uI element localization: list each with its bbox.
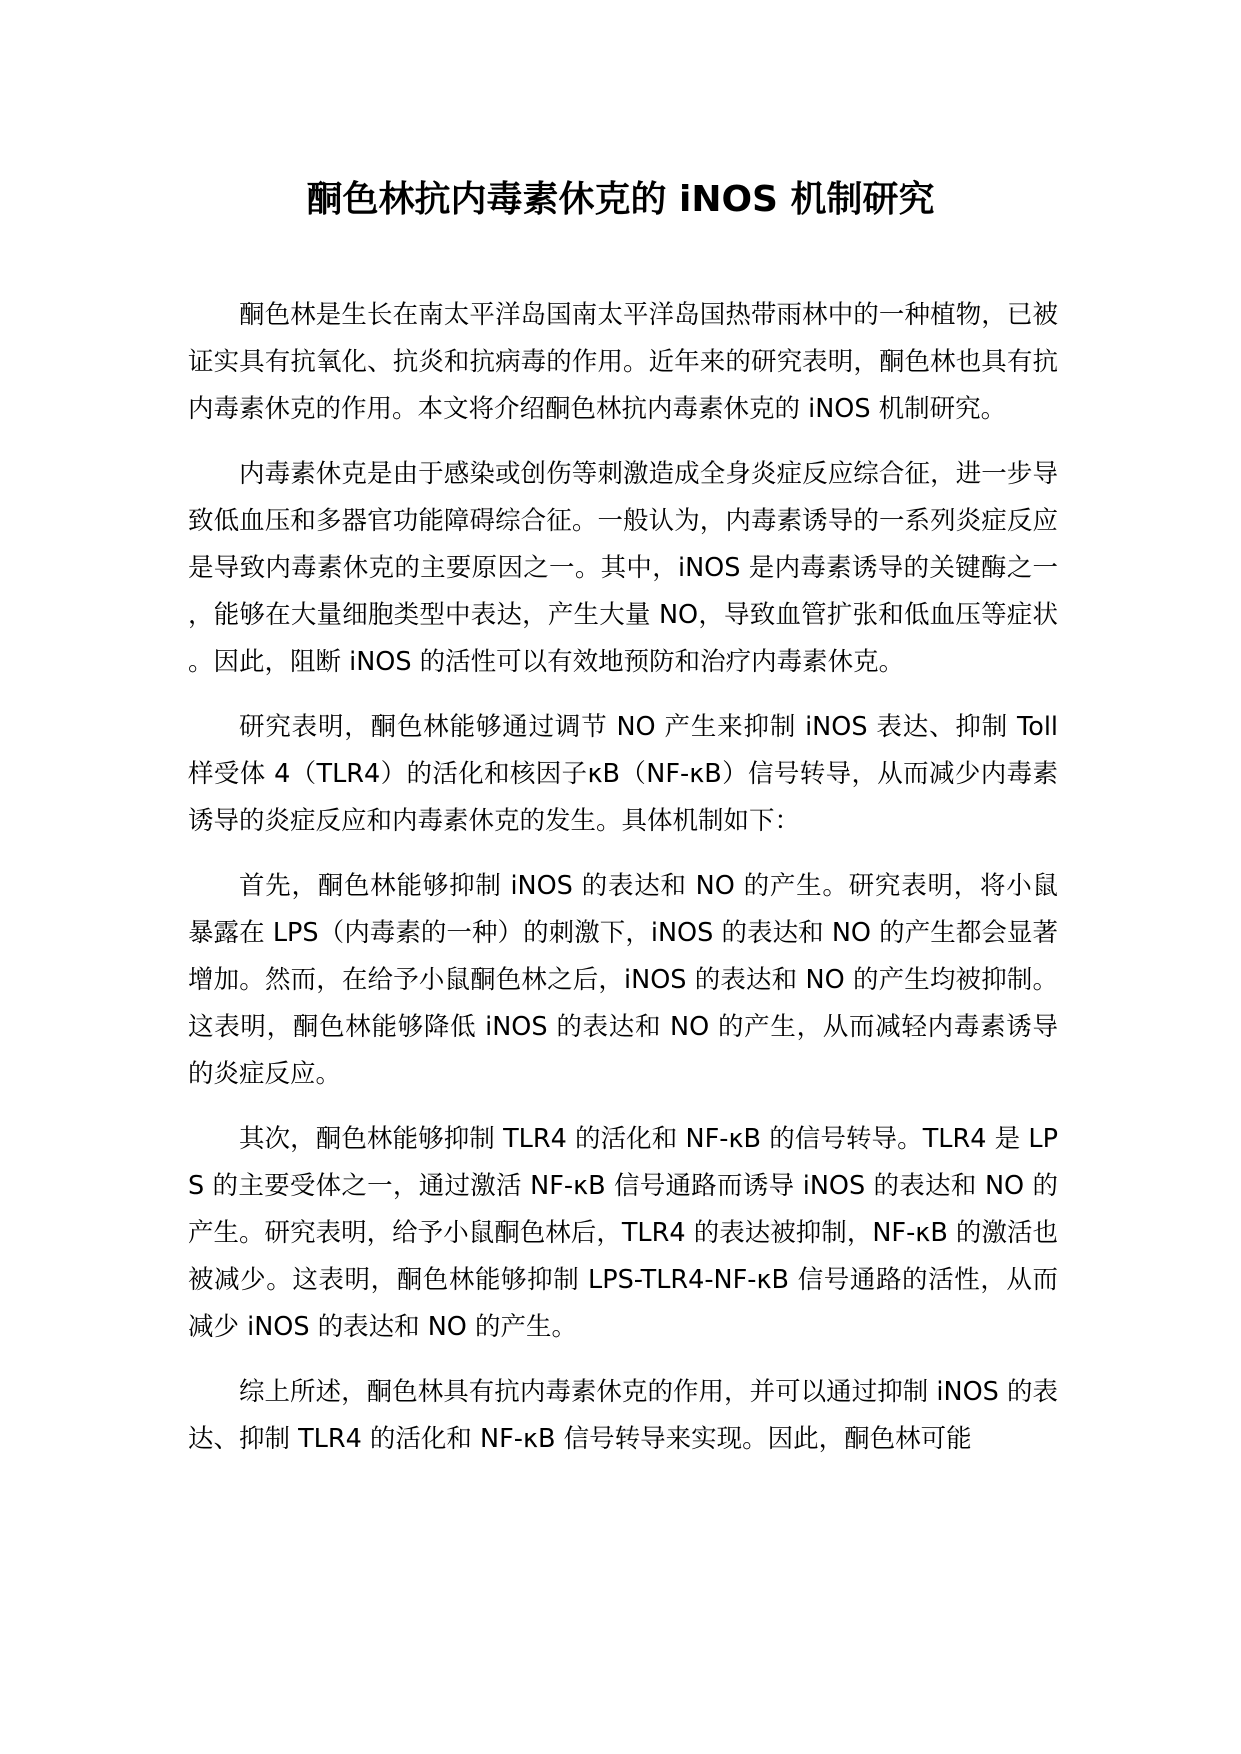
paragraph-research-findings: 研究表明，酮色林能够通过调节 NO 产生来抑制 iNOS 表达、抑制 Toll 样受体 4（TLR4）的活化和核因子κB（NF-κB）信号转导，从而减少内毒素诱导的炎症反应和内毒素休克的发生。具体机制如下：: [188, 712, 1058, 836]
document-title: 酮色林抗内毒素休克的 iNOS 机制研究: [306, 179, 935, 220]
paragraph-mechanism-first: 首先，酮色林能够抑制 iNOS 的表达和 NO 的产生。研究表明，将小鼠暴露在 LPS（内毒素的一种）的刺激下，iNOS 的表达和 NO 的产生都会显著增加。然而，在给予小鼠酮色林之后，iNOS 的表达和 NO 的产生均被抑制。这表明，酮色林能够降低 iNOS 的表达和 NO 的产生，从而减轻内毒素诱导的炎症反应。: [188, 871, 1058, 1089]
paragraph-mechanism-second: 其次，酮色林能够抑制 TLR4 的活化和 NF-κB 的信号转导。TLR4 是 LPS 的主要受体之一，通过激活 NF-κB 信号通路而诱导 iNOS 的表达和 NO 的产生。研究表明，给予小鼠酮色林后，TLR4 的表达被抑制，NF-κB 的激活也被减少。这表明，酮色林能够抑制 LPS-TLR4-NF-κB 信号通路的活性，从而减少 iNOS 的表达和 NO 的产生。: [188, 1124, 1058, 1342]
paragraph-intro: 酮色林是生长在南太平洋岛国南太平洋岛国热带雨林中的一种植物，已被证实具有抗氧化、抗炎和抗病毒的作用。近年来的研究表明，酮色林也具有抗内毒素休克的作用。本文将介绍酮色林抗内毒素休克的 iNOS 机制研究。: [188, 300, 1058, 424]
document-body: [188, 292, 1058, 1463]
paragraph-summary: 综上所述，酮色林具有抗内毒素休克的作用，并可以通过抑制 iNOS 的表达、抑制 TLR4 的活化和 NF-κB 信号转导来实现。因此，酮色林可能: [188, 1377, 1058, 1454]
paragraph-endotoxin-shock: 内毒素休克是由于感染或创伤等刺激造成全身炎症反应综合征，进一步导致低血压和多器官功能障碍综合征。一般认为，内毒素诱导的一系列炎症反应是导致内毒素休克的主要原因之一。其中，iNOS 是内毒素诱导的关键酶之一，能够在大量细胞类型中表达，产生大量 NO，导致血管扩张和低血压等症状。因此，阻断 iNOS 的活性可以有效地预防和治疗内毒素休克。: [188, 459, 1058, 677]
